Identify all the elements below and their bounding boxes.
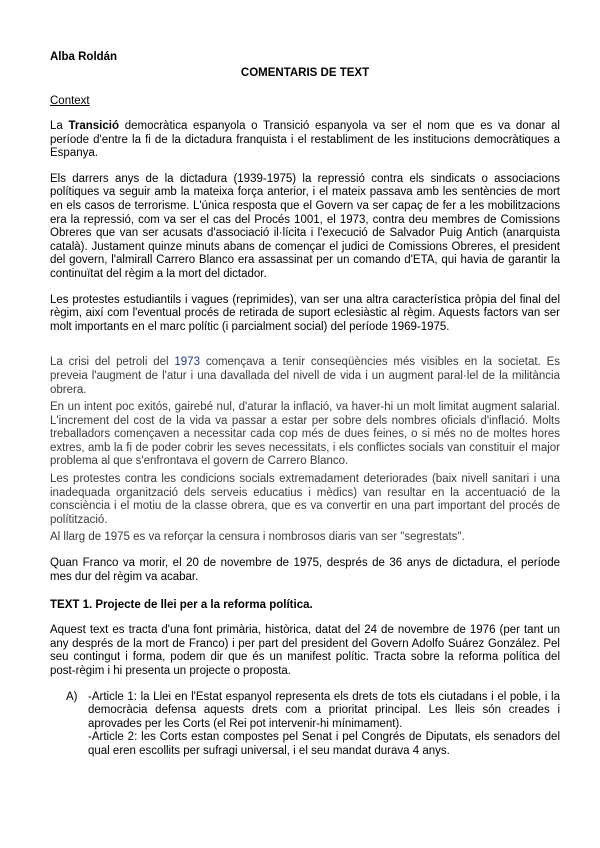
articles-list: [50, 691, 560, 759]
author-name: Alba Roldán: [50, 51, 118, 63]
p4-prefix: La crisi del petroli del: [50, 356, 175, 369]
p4-text: començava a tenir conseqüències més visibles en la societat. Es preveia l'augment de l'atur i una davallada del nivell de vida i un augment paral·lel de la militància obrera.: [50, 356, 560, 396]
list-marker: A): [66, 690, 78, 703]
context-paragraph-4: [50, 356, 560, 397]
p1-prefix: La: [50, 120, 69, 132]
year-1973: 1973: [174, 356, 200, 369]
context-paragraph-8: Quan Franco va morir, el 20 de novembre de 1975, després de 36 anys de dictadura, el període mes dur del règim va acabar.: [50, 557, 560, 583]
article-2: -Article 2: les Corts estan compostes pel Senat i pel Congrés de Diputats, els senadors del qual eren escollits per sufragi universal, i el seu mandat durava 4 anys.: [88, 731, 560, 757]
p1-text: democràtica espanyola o Transició espanyola va ser el nom que es va donar al període d'entre la fi de la dictadura franquista i el restabliment de les institucions democràtiques a Espanya.: [50, 120, 560, 160]
context-paragraph-2: Els darrers anys de la dictadura (1939-1975) la repressió contra els sindicats o associacions polítiques va seguir amb la mateixa força anterior, i el mateix passava amb les sentències de mort en els casos de terrorisme. L'única resposta que el Govern va ser capaç de fer a les mobilitzacions era la repressió, com va ser el cas del Procés 1001, el 1973, contra deu membres de Comissions Obreres que van ser acusats d'associació il·lícita i l'execució de Salvador Puig Antich (anarquista català). Justament quinze minuts abans de començar el judici de Comissions Obreres, el president del govern, l'almirall Carrero Blanco era assassinat per un comando d'ETA, qui havia de garantir la continuïtat del règim a la mort del dictador.: [50, 172, 560, 280]
text1-paragraph-1: Aquest text es tracta d'una font primària, històrica, datat del 24 de novembre de 1976 (per tant un any després de la mort de Franco) i per part del president del Govern Adolfo Suárez González. Pel seu contingut i forma, podem dir que és un manifest polític. Tracta sobre la reforma política del post-règim i hi presenta un projecte o proposta.: [50, 624, 560, 677]
article-1: -Article 1: la Llei en l'Estat espanyol representa els drets de tots els ciutadans i el poble, i la democràcia defensa aquests drets com a prioritat principal. Les lleis són creades i aprovades per les Corts (el Rei pot intervenir-hi mínimament).: [88, 690, 560, 730]
document-title: COMENTARIS DE TEXT: [240, 67, 370, 79]
document-page: [50, 50, 560, 759]
context-paragraph-5: En un intent poc exitós, gairebé nul, d'aturar la inflació, va haver-hi un molt limitat augment salarial. L'increment del cost de la vida va passar a estar per sobre dels nombres oficials d'inflació. Molts treballadors començaven a necessitar cada cop més de dues feines, o si més no de moltes hores extres, amb la fi de poder cobrir les seves necessitats, i els conflictes socials van constituir el major problema al que s'enfrontava el govern de Carrero Blanco.: [50, 401, 560, 468]
transicio-bold: Transició: [68, 120, 119, 132]
context-paragraph-3: Les protestes estudiantils i vagues (reprimides), van ser una altra característica pròpia del final del règim, així com l'eventual procés de retirada de suport eclesiàstic al règim. Aquests factors van ser molt importants en el marc polític (i parcialment social) del període 1969-1975.: [50, 293, 560, 333]
context-paragraph-6: Les protestes contra les condicions socials extremadament deteriorades (baix nivell sanitari i una inadequada organització dels serveis educatius i mèdics) van resultar en la accentuació de la consciència i el motiu de la classe obrera, que es va convertir en una part important del procés de polítització.: [50, 473, 560, 526]
context-paragraph-7: Al llarg de 1975 es va reforçar la censura i nombrosos diaris van ser "segrestats".: [50, 531, 465, 544]
text1-heading: TEXT 1. Projecte de llei per a la reforma política.: [50, 599, 313, 612]
list-items: [88, 691, 560, 759]
context-section-label: Context: [50, 95, 90, 107]
context-paragraph-1: [50, 120, 560, 161]
